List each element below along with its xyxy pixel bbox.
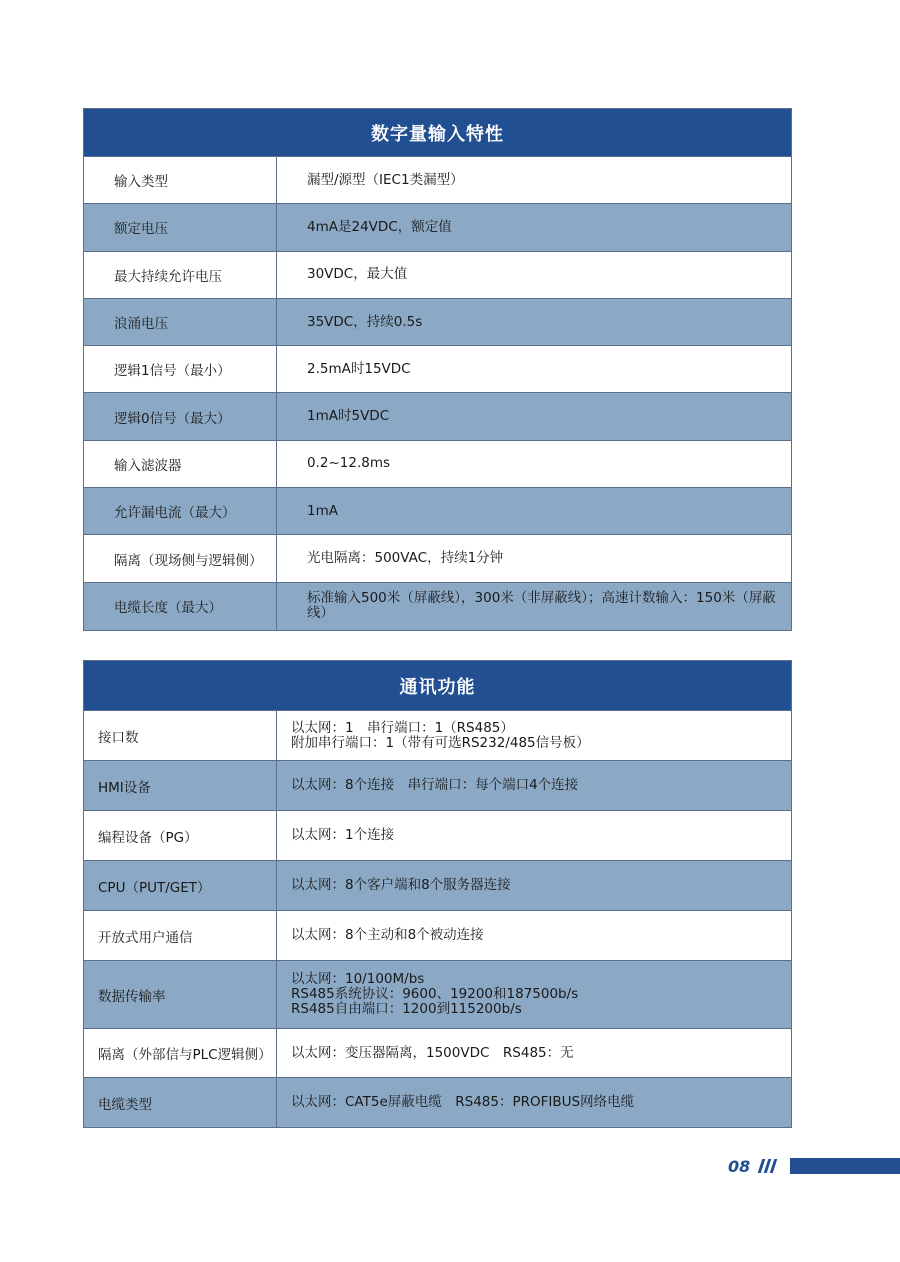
digital-input-title: 数字量输入特性 bbox=[84, 109, 791, 157]
table-row bbox=[84, 961, 791, 1029]
table-row bbox=[84, 346, 791, 393]
table-row bbox=[84, 535, 791, 582]
table-row bbox=[84, 204, 791, 251]
row-value: 30VDC，最大值 bbox=[307, 266, 408, 283]
row-label: 输入类型 bbox=[84, 157, 277, 203]
row-label: 逻辑0信号（最大） bbox=[84, 393, 277, 439]
row-label: 数据传输率 bbox=[84, 961, 277, 1028]
table-row bbox=[84, 1078, 791, 1127]
communication-title: 通讯功能 bbox=[84, 661, 791, 711]
row-label: 最大持续允许电压 bbox=[84, 252, 277, 298]
table-row bbox=[84, 811, 791, 861]
table-row bbox=[84, 711, 791, 761]
row-value: 光电隔离：500VAC，持续1分钟 bbox=[307, 550, 504, 567]
row-value: 以太网：8个主动和8个被动连接 bbox=[291, 927, 484, 943]
table-row bbox=[84, 911, 791, 961]
row-label: 额定电压 bbox=[84, 204, 277, 250]
row-label: 隔离（现场侧与逻辑侧） bbox=[84, 535, 277, 581]
table-row bbox=[84, 393, 791, 440]
row-value: 以太网：1个连接 bbox=[291, 827, 395, 843]
communication-table bbox=[83, 660, 792, 1128]
row-label: 编程设备（PG） bbox=[84, 811, 277, 860]
row-label: 隔离（外部信与PLC逻辑侧） bbox=[84, 1029, 277, 1077]
row-value: 4mA是24VDC，额定值 bbox=[307, 218, 452, 235]
table-row bbox=[84, 299, 791, 346]
row-value: 1mA bbox=[307, 502, 338, 519]
row-value: 35VDC，持续0.5s bbox=[307, 313, 423, 330]
row-label: 输入滤波器 bbox=[84, 441, 277, 487]
row-label: 电缆类型 bbox=[84, 1078, 277, 1127]
table-row bbox=[84, 252, 791, 299]
table-row bbox=[84, 488, 791, 535]
slash-decoration-icon bbox=[760, 1159, 778, 1173]
page-number: 08 bbox=[728, 1156, 751, 1176]
row-value: 以太网：1 串行端口：1（RS485） 附加串行端口：1（带有可选RS232/485信号板） bbox=[291, 719, 590, 751]
row-label: CPU（PUT/GET） bbox=[84, 861, 277, 910]
page-footer bbox=[728, 1156, 778, 1176]
table-row bbox=[84, 583, 791, 630]
row-value: 0.2~12.8ms bbox=[307, 455, 391, 472]
row-label: 逻辑1信号（最小） bbox=[84, 346, 277, 392]
row-label: 开放式用户通信 bbox=[84, 911, 277, 960]
row-label: 电缆长度（最大） bbox=[84, 583, 277, 630]
row-label: 浪涌电压 bbox=[84, 299, 277, 345]
row-label: 允许漏电流（最大） bbox=[84, 488, 277, 534]
row-value: 以太网：8个连接 串行端口：每个端口4个连接 bbox=[291, 777, 579, 793]
row-value: 以太网：CAT5e屏蔽电缆 RS485：PROFIBUS网络电缆 bbox=[291, 1094, 635, 1110]
row-label: 接口数 bbox=[84, 711, 277, 760]
table-row bbox=[84, 861, 791, 911]
table-row bbox=[84, 761, 791, 811]
row-value: 以太网：10/100M/bs RS485系统协议：9600、19200和187500b/s RS485自由端口：1200到115200b/s bbox=[291, 971, 579, 1017]
row-label: HMI设备 bbox=[84, 761, 277, 810]
row-value: 1mA时5VDC bbox=[307, 408, 390, 425]
row-value: 漏型/源型（IEC1类漏型） bbox=[307, 171, 464, 188]
footer-accent-bar bbox=[790, 1158, 900, 1174]
table-row bbox=[84, 157, 791, 204]
row-value: 2.5mA时15VDC bbox=[307, 360, 411, 377]
row-value: 以太网：变压器隔离，1500VDC RS485：无 bbox=[291, 1044, 574, 1061]
row-value: 标准输入500米（屏蔽线），300米（非屏蔽线）；高速计数输入：150米（屏蔽线） bbox=[307, 590, 776, 622]
table-row bbox=[84, 441, 791, 488]
digital-input-table bbox=[83, 108, 792, 631]
row-value: 以太网：8个客户端和8个服务器连接 bbox=[291, 877, 511, 893]
table-row bbox=[84, 1029, 791, 1078]
